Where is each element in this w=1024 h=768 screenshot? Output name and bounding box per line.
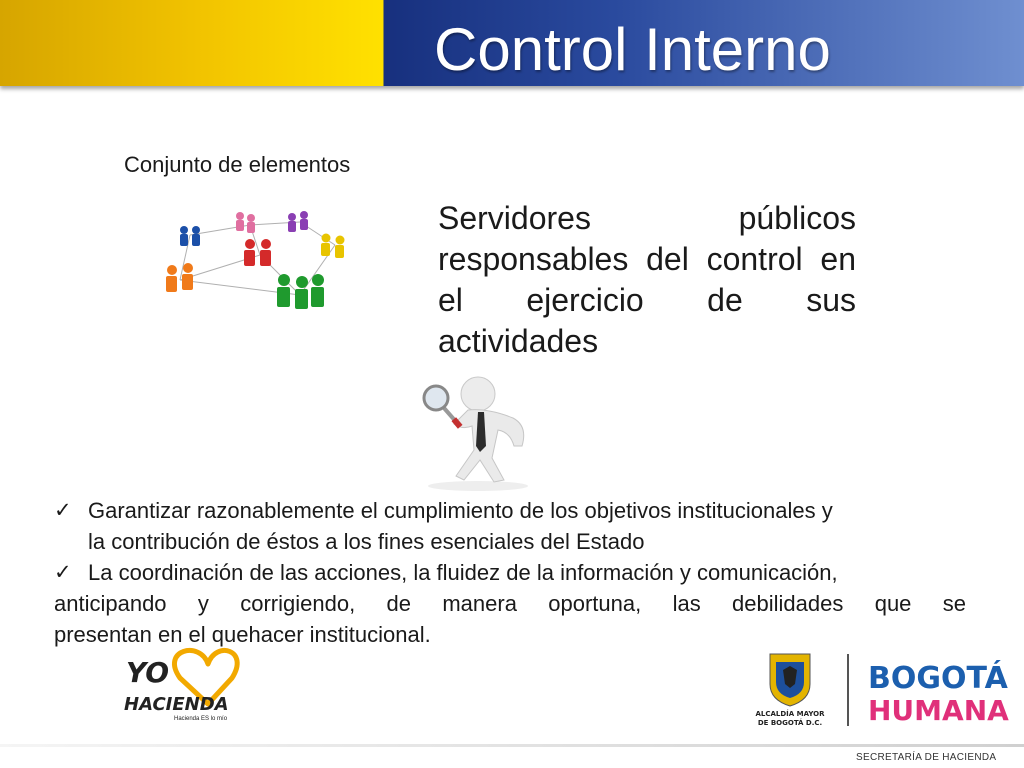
bullet-item-continuation: presentan en el quehacer institucional. — [54, 622, 431, 647]
humana-text: HUMANA — [868, 694, 1009, 727]
yo-logo-line1: YO — [126, 656, 170, 689]
bogota-text: BOGOTÁ — [868, 661, 1008, 696]
people-network-illustration — [150, 200, 380, 330]
footer-label: SECRETARÍA DE HACIENDA — [856, 752, 997, 763]
bullet-item: ✓ La coordinación de las acciones, la fluidez de la información y comunicación, — [54, 557, 966, 588]
check-icon: ✓ — [54, 561, 72, 584]
footer-rule — [0, 744, 1024, 747]
yo-logo-line2: HACIENDA — [124, 694, 229, 715]
bullet-item: ✓ Garantizar razonablemente el cumplimiento de los objetivos institucionales y — [54, 495, 966, 526]
check-icon: ✓ — [54, 499, 72, 522]
subtitle: Conjunto de elementos — [124, 152, 351, 177]
bullet-item-continuation: la contribución de éstos a los fines esenciales del Estado — [88, 529, 645, 554]
slide-title: Control Interno — [434, 16, 831, 83]
yo-hacienda-logo — [120, 640, 250, 725]
alcaldia-line1: ALCALDÍA MAYOR — [755, 710, 825, 718]
alcaldia-line2: DE BOGOTÁ D.C. — [757, 719, 823, 727]
bullet-item-continuation: anticipando y corrigiendo, de manera oportuna, las debilidades que se — [54, 591, 966, 616]
bullet-list — [54, 495, 966, 650]
yo-logo-tagline: Hacienda ES lo mío — [174, 716, 228, 722]
bogota-humana-logo — [752, 650, 1009, 730]
servidores-text: Servidores públicos responsables del control en el ejercicio de sus actividades — [438, 200, 856, 359]
inspector-with-magnifier-illustration — [418, 368, 558, 496]
